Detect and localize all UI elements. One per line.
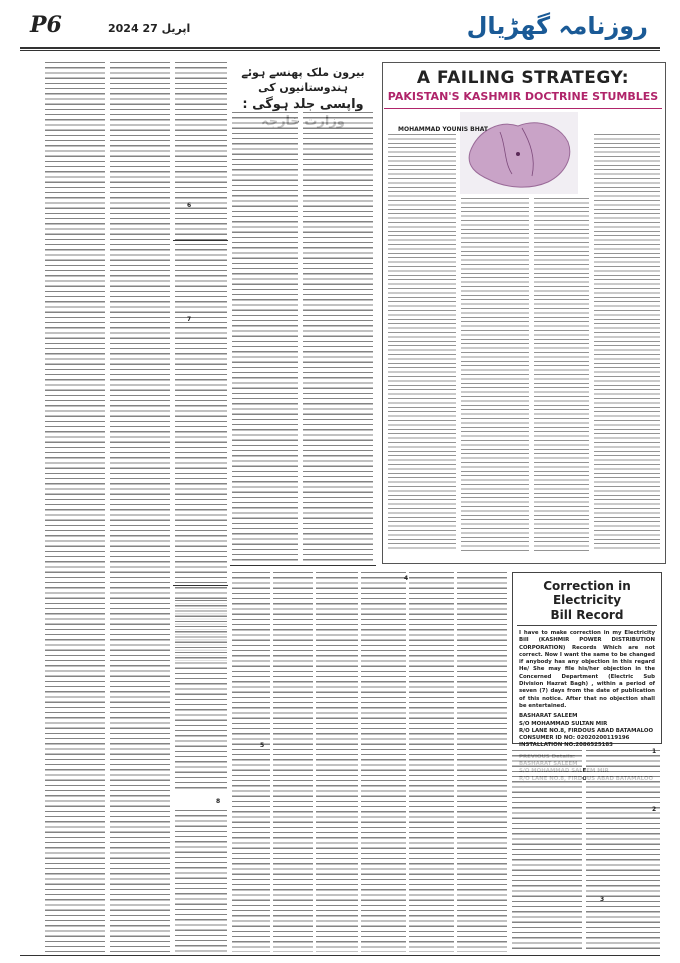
notice-title-line2: Bill Record	[550, 607, 624, 622]
urdu-right-col-2	[586, 750, 660, 952]
urdu-lower-col-3	[316, 572, 358, 952]
notice-line: BASHARAT SALEEM	[519, 713, 578, 720]
notice-line: S/O MOHAMMAD SULTAN MIR	[519, 720, 608, 727]
urdu-lower-col-2	[273, 572, 313, 952]
feature-col-4	[594, 134, 660, 552]
notice-title-line1: Correction in Electricity	[543, 579, 631, 608]
notice-box	[512, 572, 662, 775]
news-headline-line1: بیرون ملک پھنسے ہوئے ہندوستانیوں کی	[241, 66, 365, 94]
notice-body: I have to make correction in my Electricity Bill (KASHMIR POWER DISTRIBUTION CORPORATION) Records Which are not correct. Now I want the same to be changed if anybody has any objection in this regard He/ She may file his/her objection in the Concerned Department (Electric Sub Division Hazrat Bagh) , within a period of seven (7) days from the date of publication of this notice. After that no objection shall be entertained.	[519, 629, 655, 709]
issue-date: 2024 اپریل 27	[108, 22, 191, 35]
footer-rule	[20, 955, 660, 956]
urdu-news-col-a	[232, 112, 298, 562]
feature-col-2	[461, 198, 529, 552]
notice-person	[519, 713, 655, 749]
urdu-right-col-1	[512, 750, 582, 952]
kashmir-map	[460, 112, 578, 194]
story-marker: 8	[216, 798, 221, 805]
urdu-column-3b	[175, 600, 227, 790]
urdu-column-3c	[175, 810, 227, 952]
urdu-lower-col-6	[457, 572, 507, 952]
story-marker: 6	[187, 202, 192, 209]
notice-line: CONSUMER ID NO: 02020200119196	[519, 735, 630, 742]
header-rule-thin	[20, 50, 660, 51]
story-marker: 7	[187, 316, 192, 323]
urdu-lower-col-4	[361, 572, 409, 952]
urdu-lower-col-1	[232, 572, 270, 952]
map-marker	[516, 152, 520, 156]
section-rule	[230, 565, 376, 566]
story-marker: 2	[652, 806, 657, 813]
story-marker: 4	[404, 575, 409, 582]
urdu-column-2	[110, 62, 170, 952]
feature-col-1	[388, 134, 456, 552]
title-rule	[384, 108, 662, 109]
page-number: P6	[30, 12, 62, 38]
notice-line: INSTALLATION NO:2086525183	[519, 742, 613, 749]
story-marker: 5	[260, 742, 265, 749]
feature-subtitle: PAKISTAN'S KASHMIR DOCTRINE STUMBLES	[387, 90, 659, 103]
notice-rule	[517, 625, 657, 626]
story-marker: 1	[652, 748, 657, 755]
masthead: روزنامہ گھڑیال	[466, 12, 648, 40]
header-rule	[20, 47, 660, 49]
news-headline-line2: واپسی جلد ہوگی :	[242, 96, 364, 112]
feature-byline: MOHAMMAD YOUNIS BHAT	[398, 126, 489, 133]
notice-line: SALEEM	[571, 768, 596, 775]
col-divider	[173, 585, 228, 586]
feature-title: A FAILING STRATEGY:	[416, 68, 630, 88]
col-divider	[173, 240, 228, 241]
story-marker: 3	[600, 896, 605, 903]
urdu-column-3	[175, 62, 227, 662]
urdu-news-col-b	[303, 112, 373, 562]
urdu-lower-col-5	[409, 572, 454, 952]
urdu-column-1	[45, 62, 105, 952]
feature-col-3	[534, 198, 589, 552]
notice-line: R/O LANE NO.8, FIRDOUS ABAD BATAMALOO	[519, 727, 654, 734]
